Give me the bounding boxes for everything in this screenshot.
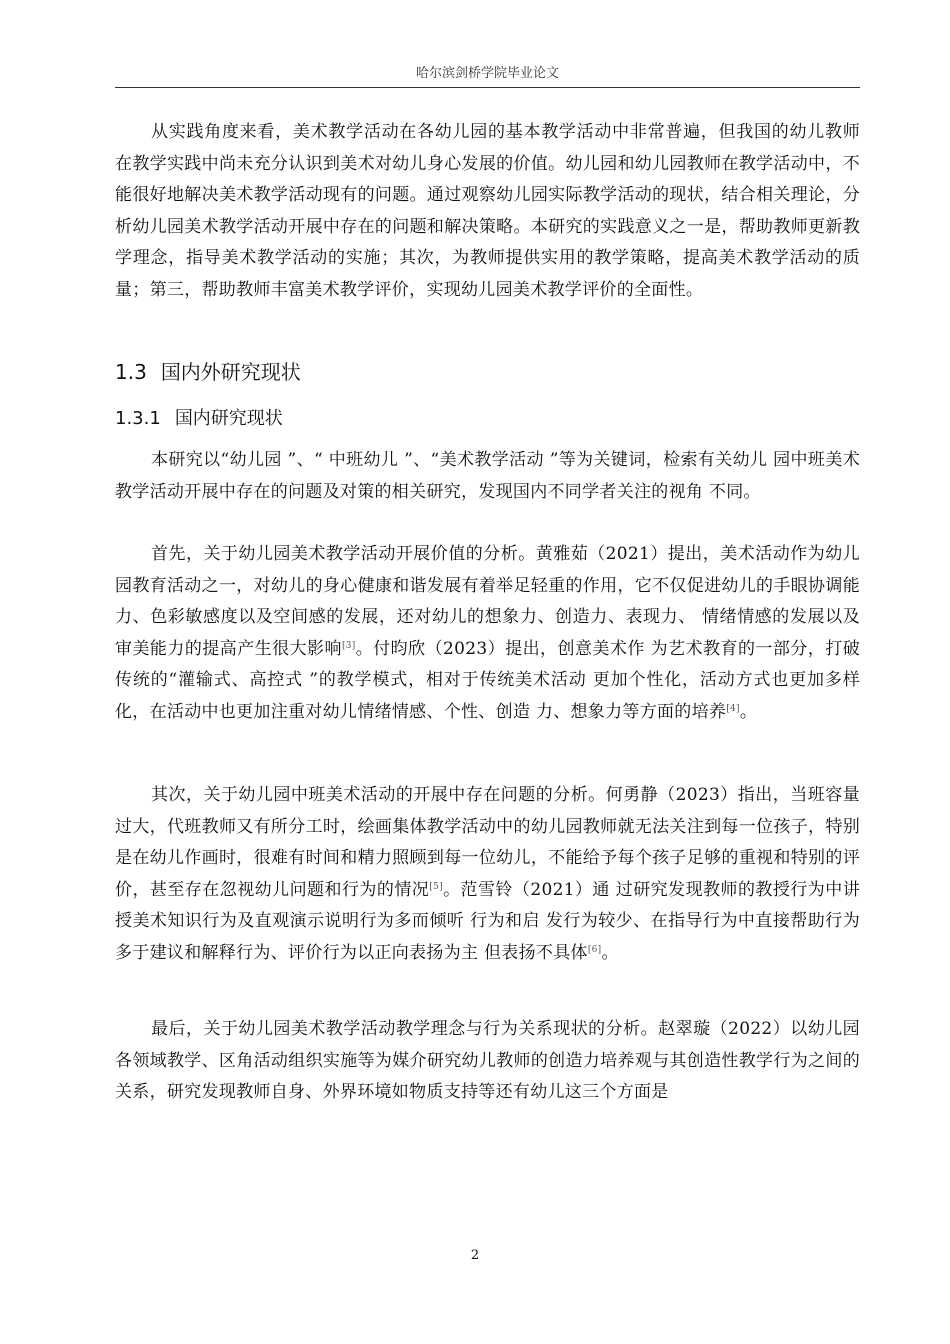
paragraph-second-analysis: 其次，关于幼儿园中班美术活动的开展中存在问题的分析。何勇静（2023）指出，当班容量过大，代班教师又有所分工时，绘画集体教学活动中的幼儿园教师就无法关注到每一位孩子，特别是在幼儿作画时，很难有时间和精力照顾到每一位幼儿，不能给予每个孩子足够的重视和特别的评价，甚至存在忽视幼儿问题和行为的情况[5]。范雪铃（2021）通 过研究发现教师的教授行为中讲授美术知识行为及直观演示说明行为多而倾听 行为和启 发行为较少、在指导行为中直接帮助行为多于建议和解释行为、评价行为以正向表扬为主 但表扬不具体[6]。 [115,785,861,963]
citation-4: [4] [726,703,740,714]
subsection-title: 国内研究现状 [174,408,283,429]
section-number: 1.3 [115,360,147,384]
page-header: 哈尔滨剑桥学院毕业论文 [415,66,559,81]
page-number: 2 [470,1248,480,1263]
citation-5: [5] [429,881,443,892]
paragraph-practical-significance: 从实践角度来看，美术教学活动在各幼儿园的基本教学活动中非常普遍，但我国的幼儿教师在教学实践中尚未充分认识到美术对幼儿身心发展的价值。幼儿园和幼儿园教师在教学活动中，不能很好地解决美术教学活动现有的问题。通过观察幼儿园实际教学活动的现状，结合相关理论，分析幼儿园美术教学活动开展中存在的问题和解决策略。本研究的实践意义之一是，帮助教师更新教学理念，指导美术教学活动的实施；其次，为教师提供实用的教学策略，提高美术教学活动的质量；第三，帮助教师丰富美术教学评价，实现幼儿园美术教学评价的全面性。 [115,122,860,300]
subsection-heading-1-3-1 [115,404,283,430]
citation-6: [6] [587,944,602,955]
section-title: 国内外研究现状 [160,360,301,384]
subsection-number: 1.3.1 [115,408,161,429]
header-divider [115,87,860,88]
section-heading-1-3 [115,356,301,385]
paragraph-keywords: 本研究以“幼儿园 ”、“ 中班幼儿 ”、“美术教学活动 ”等为关键词，检索有关幼儿 园中班美术教学活动开展中存在的问题及对策的相关研究，发现国内不同学者关注的视角 不同。 [115,450,860,502]
paragraph-first-analysis: 首先，关于幼儿园美术教学活动开展价值的分析。黄雅茹（2021）提出，美术活动作为幼儿园教育活动之一，对幼儿的身心健康和谐发展有着举足轻重的作用，它不仅促进幼儿的手眼协调能力、色彩敏感度以及空间感的发展，还对幼儿的想象力、创造力、表现力、 情绪情感的发展以及审美能力的提高产生很大影响[3]。付昀欣（2023）提出，创意美术作 为艺术教育的一部分，打破传统的“灌输式、高控式 ”的教学模式，相对于传统美术活动 更加个性化，活动方式也更加多样化，在活动中也更加注重对幼儿情绪情感、个性、创造 力、想象力等方面的培养[4]。 [115,544,860,722]
paragraph-third-analysis: 最后，关于幼儿园美术教学活动教学理念与行为关系现状的分析。赵翠璇（2022）以幼儿园各领域教学、区角活动组织实施等为媒介研究幼儿教师的创造力培养观与其创造性教学行为之间的关系，研究发现教师自身、外界环境如物质支持等还有幼儿这三个方面是 [115,1019,860,1102]
citation-3: [3] [341,640,356,651]
